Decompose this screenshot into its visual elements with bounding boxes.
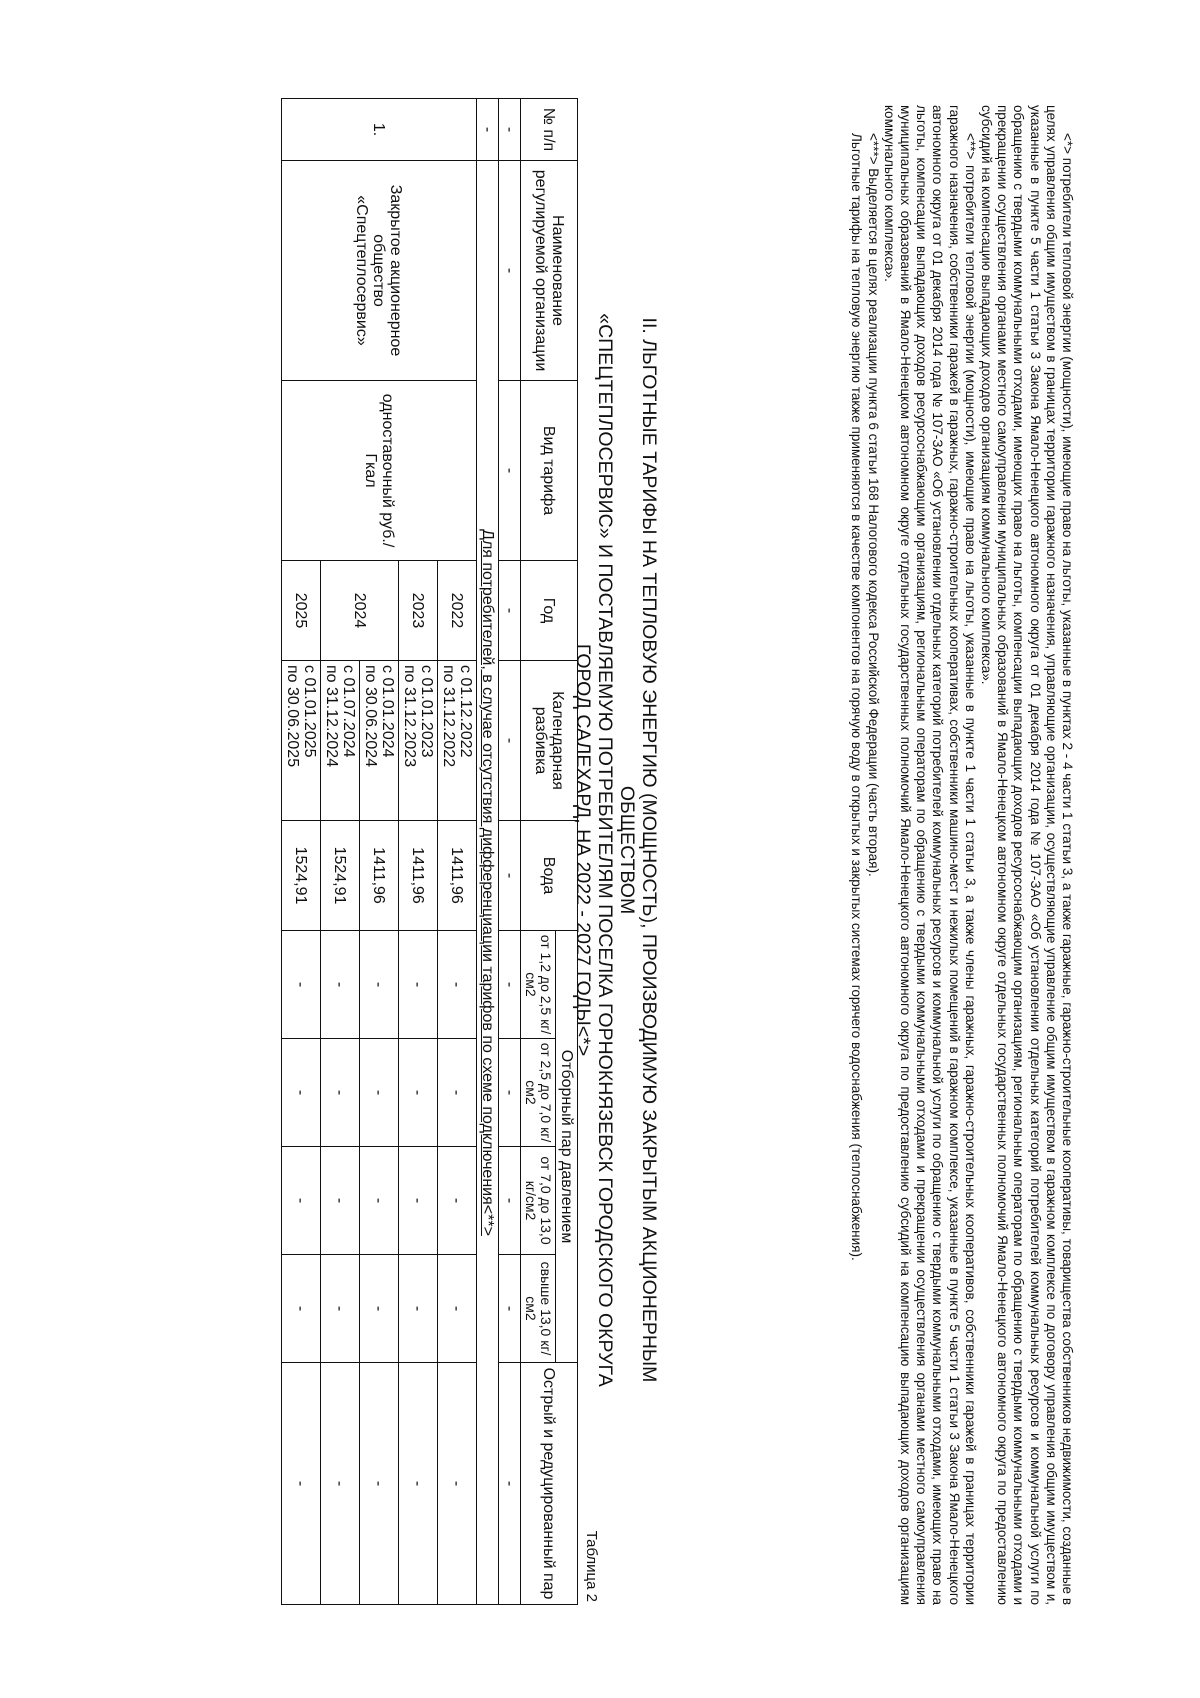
footnote-1: <*> потребители тепловой энергии (мощности), имеющие право на льготы, указанные в пунктах 2 - 4 части 1 статьи 3, а также гаражные, гаражно-строительные кооперативы, товарищества собственников недвижимости, созданные в целях управления общим имуществом в границах территории гаражного назначения, управляющие организации, осуществляющие управление общим имуществом в гаражном комплексе по договору управления общим имуществом и, указанные в пункте 5 части 1 статьи 3 Закона Ямало-Ненецкого автономного округа от 01 декабря 2014 года № 107-ЗАО «Об установлении отдельных категорий потребителей коммунальных ресурсов и коммунальной услуги по обращению с твердыми коммунальными отходами, имеющих право на льготы, компенсации выпадающих доходов ресурсоснабжающим организациям, региональным операторам по обращению с твердыми коммунальными отходами и прекращении осуществления органами местного самоуправления муниципальных образований в Ямало-Ненецком автономном округе отдельных государственных полномочий Ямало-Ненецкого автономного округа по предоставлению субсидий на компенсацию выпадающих доходов организациям коммунального комплекса».: [978, 105, 1075, 1605]
steam-1: -: [438, 931, 477, 1039]
calendar: с 01.01.2024 по 30.06.2024: [360, 661, 399, 821]
water: 1411,96: [360, 821, 399, 931]
org-num: 1.: [282, 99, 477, 161]
header-num: № п/п: [521, 99, 578, 161]
header-tariff-type: Вид тарифа: [521, 381, 578, 561]
cell: -: [499, 821, 521, 931]
steam-3: -: [282, 1147, 321, 1255]
sharp-steam: -: [399, 1363, 438, 1605]
footnote-3: <***> Выделяется в целях реализации пункта 6 статьи 168 Налогового кодекса Российской Федерации (часть вторая).: [865, 133, 881, 877]
header-steam-1: от 1,2 до 2,5 кг/см2: [521, 931, 556, 1039]
cell: -: [499, 661, 521, 821]
steam-3: -: [321, 1147, 360, 1255]
tariffs-table: [281, 98, 578, 1605]
steam-4: -: [360, 1255, 399, 1363]
header-steam-4: свыше 13,0 кг/см2: [521, 1255, 556, 1363]
steam-4: -: [321, 1255, 360, 1363]
header-row-1: [556, 99, 578, 1605]
year: 2025: [282, 561, 321, 661]
cell: -: [499, 161, 521, 381]
year: 2024: [321, 561, 399, 661]
sharp-steam: -: [282, 1363, 321, 1605]
section-caption: [477, 161, 499, 1605]
calendar: с 01.01.2023 по 31.12.2023: [399, 661, 438, 821]
steam-2: -: [399, 1039, 438, 1147]
cell: -: [499, 1039, 521, 1147]
steam-1: -: [360, 931, 399, 1039]
tariff-type: одноставочный руб./Гкал: [282, 381, 477, 561]
steam-1: -: [321, 931, 360, 1039]
header-org: Наименование регулируемой организации: [521, 161, 578, 381]
header-steam-3: от 7,0 до 13,0 кг/см2: [521, 1147, 556, 1255]
calendar: с 01.01.2025 по 30.06.2025: [282, 661, 321, 821]
water: 1411,96: [438, 821, 477, 931]
steam-2: -: [321, 1039, 360, 1147]
table-label: Таблица 2: [583, 1530, 600, 1602]
cell: -: [499, 1363, 521, 1605]
year: 2023: [399, 561, 438, 661]
header-sharp-steam: Острый и редуцированный пар: [521, 1363, 578, 1605]
section-num: -: [477, 99, 499, 161]
steam-3: -: [360, 1147, 399, 1255]
steam-4: -: [282, 1255, 321, 1363]
table-row: [438, 99, 477, 1605]
header-calendar: Календарная разбивка: [521, 661, 578, 821]
steam-4: -: [399, 1255, 438, 1363]
calendar: с 01.12.2022 по 31.12.2022: [438, 661, 477, 821]
year: 2022: [438, 561, 477, 661]
title-line-3: ГОРОД САЛЕХАРД, НА 2022 - 2027 ГОДЫ<*>: [572, 643, 594, 1057]
org-name: Закрытое акционерное общество «Спецтеплосервис»: [282, 161, 477, 381]
sharp-steam: -: [438, 1363, 477, 1605]
cell: -: [499, 1255, 521, 1363]
section-row: [477, 99, 499, 1605]
steam-1: -: [399, 931, 438, 1039]
steam-3: -: [399, 1147, 438, 1255]
section-title: [572, 300, 660, 1400]
cell: -: [499, 99, 521, 161]
steam-2: -: [360, 1039, 399, 1147]
steam-4: -: [438, 1255, 477, 1363]
header-water: Вода: [521, 821, 578, 931]
steam-3: -: [438, 1147, 477, 1255]
placeholder-row: [499, 99, 521, 1605]
footnotes: [848, 105, 1075, 1605]
footnote-4: Льготные тарифы на тепловую энергию также применяются в качестве компонентов на горячую воду в открытых и закрытых системах горячего водоснабжения (теплоснабжения).: [849, 133, 865, 1261]
cell: -: [499, 1147, 521, 1255]
steam-2: -: [282, 1039, 321, 1147]
cell: -: [499, 381, 521, 561]
sharp-steam: -: [321, 1363, 360, 1605]
section-caption-text: Для потребителей, в случае отсутствия дифференциации тарифов по схеме подключения<**>: [479, 529, 496, 1236]
calendar: с 01.07.2024 по 31.12.2024: [321, 661, 360, 821]
sharp-steam: -: [360, 1363, 399, 1605]
header-year: Год: [521, 561, 578, 661]
water: 1524,91: [282, 821, 321, 931]
header-steam: Отборный пар давлением: [556, 931, 578, 1363]
cell: -: [499, 931, 521, 1039]
steam-2: -: [438, 1039, 477, 1147]
water: 1411,96: [399, 821, 438, 931]
title-line-2: «СПЕЦТЕПЛОСЕРВИС» И ПОСТАВЛЯЕМУЮ ПОТРЕБИТЕЛЯМ ПОСЕЛКА ГОРНОКНЯЗЕВСК ГОРОДСКОГО ОКРУГА: [594, 313, 616, 1387]
steam-1: -: [282, 931, 321, 1039]
footnote-2: <**> потребители тепловой энергии (мощности), имеющие право на льготы, указанные в пункте 1 части 1 статьи 3, а также члены гаражных, гаражно-строительных кооперативов, собственники гаражей в границах территории гаражного назначения, собственники гаражей в гаражных, гаражно-строительных кооперативах, собственники машино-мест и нежилых помещений в гаражном комплексе, указанные в пункте 5 части 1 статьи 3 Закона Ямало-Ненецкого автономного округа от 01 декабря 2014 года № 107-ЗАО «Об установлении отдельных категорий потребителей коммунальных ресурсов и коммунальной услуги по обращению с твердыми коммунальными отходами, имеющих право на льготы, компенсации выпадающих доходов ресурсоснабжающим организациям, региональным операторам по обращению с твердыми коммунальными отходами и прекращении осуществления органами местного самоуправления муниципальных образований в Ямало-Ненецком автономном округе отдельных государственных полномочий Ямало-Ненецкого автономного округа по предоставлению субсидий на компенсацию выпадающих доходов организациям коммунального комплекса».: [881, 105, 978, 1605]
header-steam-2: от 2,5 до 7,0 кг/см2: [521, 1039, 556, 1147]
water: 1524,91: [321, 821, 360, 931]
title-line-1: II. ЛЬГОТНЫЕ ТАРИФЫ НА ТЕПЛОВУЮ ЭНЕРГИЮ (МОЩНОСТЬ), ПРОИЗВОДИМУЮ ЗАКРЫТЫМ АКЦИОНЕРНЫМ ОБЩЕСТВОМ: [616, 317, 660, 1383]
cell: -: [499, 561, 521, 661]
